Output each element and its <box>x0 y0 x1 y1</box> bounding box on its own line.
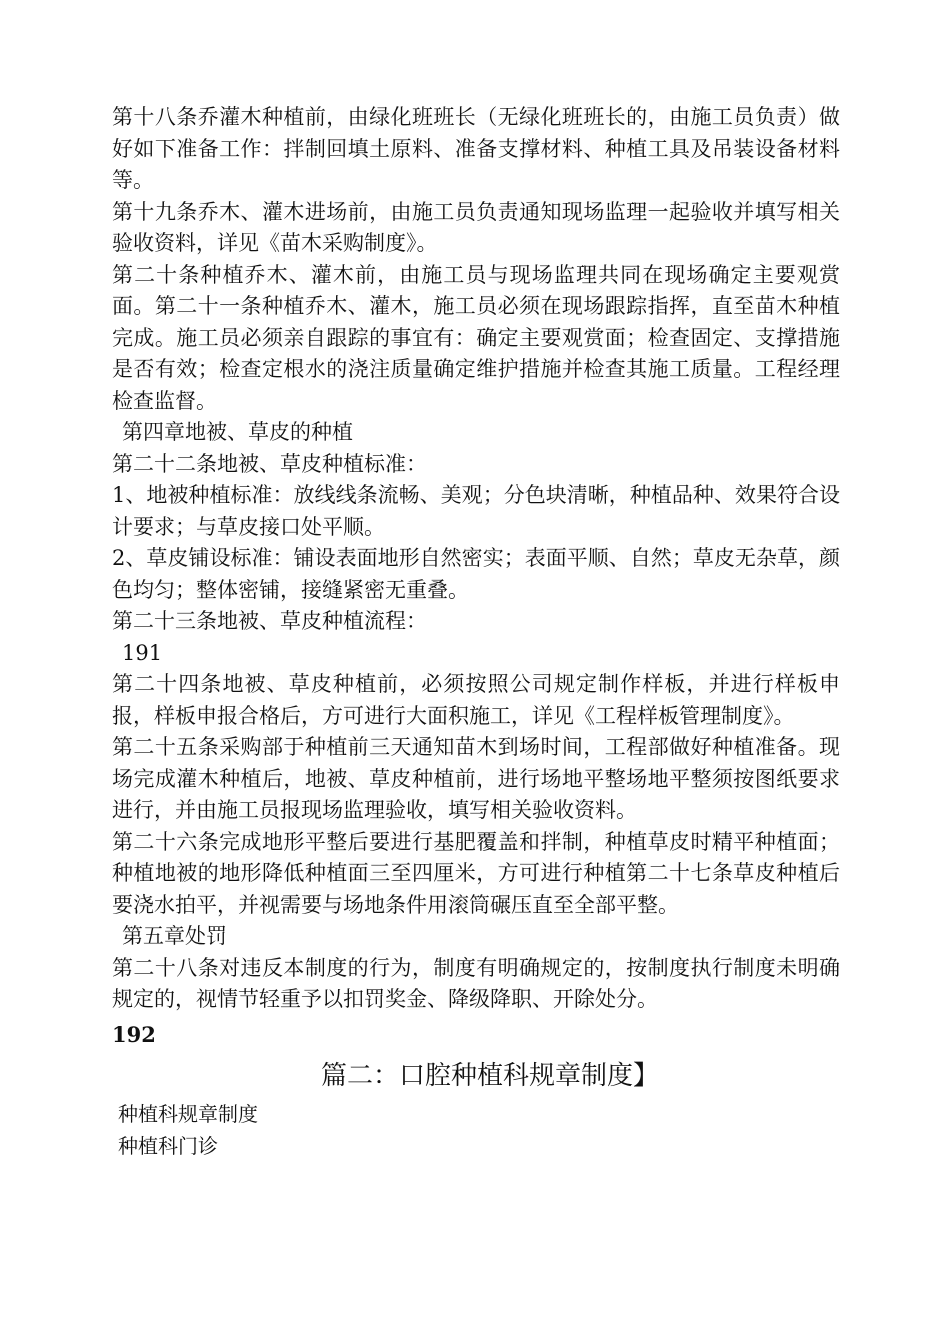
page-number-192: 192 <box>112 1021 156 1047</box>
page-number-191: 191 <box>122 640 163 665</box>
paragraph-item-2: 2、草皮铺设标准：铺设表面地形自然密实；表面平顺、自然；草皮无杂草，颜色均匀；整体密铺，接缝紧密无重叠。 <box>112 546 840 602</box>
paragraph-article-20-21: 第二十条种植乔木、灌木前，由施工员与现场监理共同在现场确定主要观赏面。第二十一条种植乔木、灌木，施工员必须在现场跟踪指挥，直至苗木种植完成。施工员必须亲自跟踪的事宜有：确定主要观赏面；检查固定、支撑措施是否有效；检查定根水的浇注质量确定维护措施并检查其施工质量。工程经理检查监督。 <box>112 262 840 413</box>
paragraph-article-19: 第十九条乔木、灌木进场前，由施工员负责通知现场监理一起验收并填写相关验收资料，详见《苗木采购制度》。 <box>112 199 840 255</box>
document-page <box>112 102 840 1162</box>
paragraph-article-24: 第二十四条地被、草皮种植前，必须按照公司规定制作样板，并进行样板申报，样板申报合格后，方可进行大面积施工，详见《工程样板管理制度》。 <box>112 672 840 728</box>
paragraph-article-18: 第十八条乔灌木种植前，由绿化班班长（无绿化班班长的，由施工员负责）做好如下准备工作：拌制回填土原料、准备支撑材料、种植工具及吊装设备材料等。 <box>112 105 840 192</box>
paragraph-item-1: 1、地被种植标准：放线线条流畅、美观；分色块清晰，种植品种、效果符合设计要求；与草皮接口处平顺。 <box>112 483 840 539</box>
paragraph-article-23: 第二十三条地被、草皮种植流程： <box>112 609 427 633</box>
paragraph-article-25: 第二十五条采购部于种植前三天通知苗木到场时间，工程部做好种植准备。现场完成灌木种植后，地被、草皮种植前，进行场地平整场地平整须按图纸要求进行，并由施工员报现场监理验收，填写相关验收资料。 <box>112 735 840 822</box>
section-title: 篇二：口腔种植科规章制度】 <box>320 1061 659 1091</box>
subheading-rules: 种植科规章制度 <box>118 1102 258 1126</box>
chapter-4-heading: 第四章地被、草皮的种植 <box>122 420 353 444</box>
paragraph-article-26-27: 第二十六条完成地形平整后要进行基肥覆盖和拌制，种植草皮时精平种植面；种植地被的地形降低种植面三至四厘米，方可进行种植第二十七条草皮种植后要浇水拍平，并视需要与场地条件用滚筒碾压直至全部平整。 <box>112 829 840 917</box>
chapter-5-heading: 第五章处罚 <box>122 924 227 948</box>
paragraph-article-28: 第二十八条对违反本制度的行为，制度有明确规定的，按制度执行制度未明确规定的，视情节轻重予以扣罚奖金、降级降职、开除处分。 <box>112 955 840 1011</box>
paragraph-article-22: 第二十二条地被、草皮种植标准： <box>112 451 427 476</box>
subheading-clinic: 种植科门诊 <box>118 1134 218 1158</box>
